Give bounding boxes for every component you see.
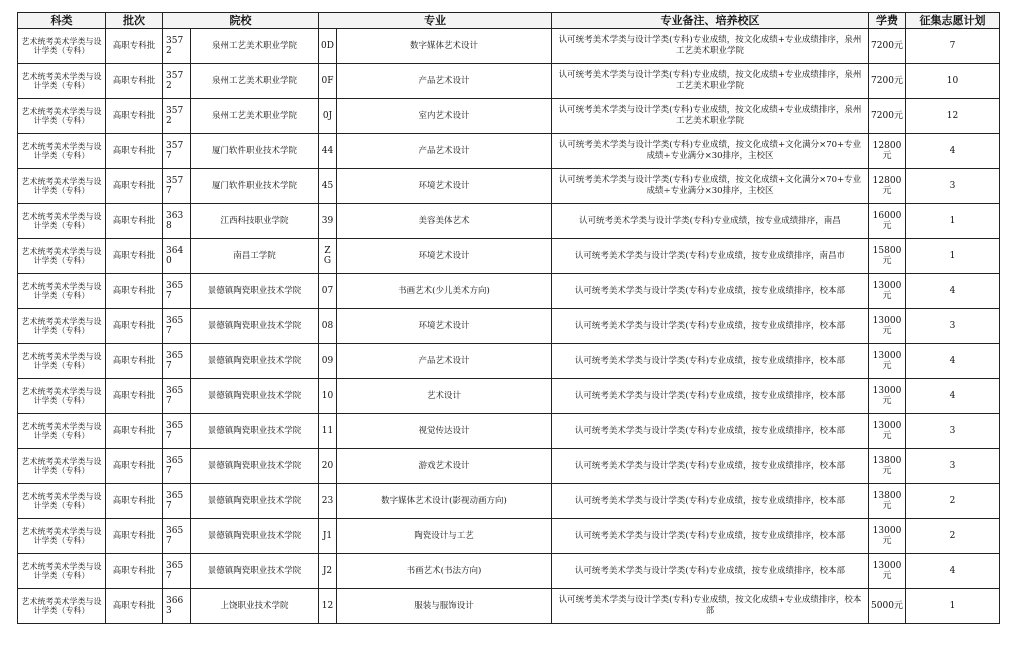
table-row bbox=[18, 309, 1000, 344]
note-cell: 认可统考美术学类与设计学类(专科)专业成绩，按专业成绩排序，校本部 bbox=[552, 344, 869, 379]
major-name-cell: 视觉传达设计 bbox=[337, 414, 552, 449]
school-code-cell: 3577 bbox=[163, 169, 191, 204]
major-code-cell: 08 bbox=[319, 309, 337, 344]
table-row bbox=[18, 134, 1000, 169]
school-code-cell: 3638 bbox=[163, 204, 191, 239]
table-row bbox=[18, 204, 1000, 239]
school-name-cell: 江西科技职业学院 bbox=[191, 204, 319, 239]
school-name-cell: 景德镇陶瓷职业技术学院 bbox=[191, 274, 319, 309]
fee-cell: 7200元 bbox=[869, 64, 906, 99]
fee-cell: 13800元 bbox=[869, 484, 906, 519]
school-name-cell: 上饶职业技术学院 bbox=[191, 589, 319, 624]
major-name-cell: 环境艺术设计 bbox=[337, 309, 552, 344]
fee-cell: 13000元 bbox=[869, 519, 906, 554]
batch-cell: 高职专科批 bbox=[106, 414, 163, 449]
major-name-cell: 环境艺术设计 bbox=[337, 169, 552, 204]
fee-cell: 13000元 bbox=[869, 554, 906, 589]
table-row bbox=[18, 484, 1000, 519]
plan-cell: 4 bbox=[906, 274, 1000, 309]
school-code-cell: 3657 bbox=[163, 519, 191, 554]
batch-cell: 高职专科批 bbox=[106, 29, 163, 64]
plan-cell: 2 bbox=[906, 519, 1000, 554]
major-code-cell: ZG bbox=[319, 239, 337, 274]
school-name-cell: 厦门软件职业技术学院 bbox=[191, 134, 319, 169]
plan-cell: 3 bbox=[906, 449, 1000, 484]
fee-cell: 15800元 bbox=[869, 239, 906, 274]
batch-cell: 高职专科批 bbox=[106, 589, 163, 624]
major-code-cell: 12 bbox=[319, 589, 337, 624]
batch-cell: 高职专科批 bbox=[106, 449, 163, 484]
table-row bbox=[18, 379, 1000, 414]
table-row bbox=[18, 99, 1000, 134]
category-cell: 艺术统考美术学类与设计学类（专科） bbox=[18, 484, 106, 519]
school-name-cell: 南昌工学院 bbox=[191, 239, 319, 274]
major-name-cell: 产品艺术设计 bbox=[337, 344, 552, 379]
plan-cell: 2 bbox=[906, 484, 1000, 519]
note-cell: 认可统考美术学类与设计学类(专科)专业成绩，按专业成绩排序，校本部 bbox=[552, 484, 869, 519]
plan-cell: 4 bbox=[906, 554, 1000, 589]
plan-cell: 1 bbox=[906, 239, 1000, 274]
school-code-cell: 3572 bbox=[163, 29, 191, 64]
school-code-cell: 3657 bbox=[163, 554, 191, 589]
major-code-cell: 0D bbox=[319, 29, 337, 64]
school-name-cell: 景德镇陶瓷职业技术学院 bbox=[191, 449, 319, 484]
major-name-cell: 书画艺术(少儿美术方向) bbox=[337, 274, 552, 309]
header-major: 专业 bbox=[319, 13, 552, 29]
school-name-cell: 泉州工艺美术职业学院 bbox=[191, 29, 319, 64]
plan-cell: 4 bbox=[906, 344, 1000, 379]
batch-cell: 高职专科批 bbox=[106, 309, 163, 344]
school-code-cell: 3657 bbox=[163, 274, 191, 309]
school-code-cell: 3663 bbox=[163, 589, 191, 624]
note-cell: 认可统考美术学类与设计学类(专科)专业成绩，按文化成绩+文化满分×70+专业成绩÷专业满分×30排序，主校区 bbox=[552, 169, 869, 204]
table-row bbox=[18, 519, 1000, 554]
major-code-cell: 45 bbox=[319, 169, 337, 204]
note-cell: 认可统考美术学类与设计学类(专科)专业成绩，按文化成绩+专业成绩排序，校本部 bbox=[552, 589, 869, 624]
batch-cell: 高职专科批 bbox=[106, 274, 163, 309]
school-code-cell: 3657 bbox=[163, 414, 191, 449]
note-cell: 认可统考美术学类与设计学类(专科)专业成绩，按专业成绩排序，校本部 bbox=[552, 554, 869, 589]
batch-cell: 高职专科批 bbox=[106, 519, 163, 554]
table-row bbox=[18, 169, 1000, 204]
major-code-cell: J2 bbox=[319, 554, 337, 589]
batch-cell: 高职专科批 bbox=[106, 134, 163, 169]
table-body bbox=[18, 29, 1000, 624]
plan-cell: 1 bbox=[906, 589, 1000, 624]
school-code-cell: 3640 bbox=[163, 239, 191, 274]
note-cell: 认可统考美术学类与设计学类(专科)专业成绩，按专业成绩排序，校本部 bbox=[552, 379, 869, 414]
major-code-cell: 11 bbox=[319, 414, 337, 449]
major-name-cell: 产品艺术设计 bbox=[337, 134, 552, 169]
batch-cell: 高职专科批 bbox=[106, 344, 163, 379]
fee-cell: 12800元 bbox=[869, 134, 906, 169]
school-code-cell: 3657 bbox=[163, 449, 191, 484]
fee-cell: 13000元 bbox=[869, 344, 906, 379]
batch-cell: 高职专科批 bbox=[106, 204, 163, 239]
note-cell: 认可统考美术学类与设计学类(专科)专业成绩，按文化成绩+专业成绩排序，泉州工艺美术职业学院 bbox=[552, 99, 869, 134]
batch-cell: 高职专科批 bbox=[106, 64, 163, 99]
school-name-cell: 泉州工艺美术职业学院 bbox=[191, 99, 319, 134]
table-row bbox=[18, 449, 1000, 484]
plan-cell: 1 bbox=[906, 204, 1000, 239]
plan-cell: 7 bbox=[906, 29, 1000, 64]
note-cell: 认可统考美术学类与设计学类(专科)专业成绩，按专业成绩排序，校本部 bbox=[552, 414, 869, 449]
fee-cell: 7200元 bbox=[869, 29, 906, 64]
major-code-cell: 07 bbox=[319, 274, 337, 309]
fee-cell: 13000元 bbox=[869, 414, 906, 449]
table-row bbox=[18, 554, 1000, 589]
major-code-cell: 23 bbox=[319, 484, 337, 519]
plan-cell: 3 bbox=[906, 169, 1000, 204]
major-name-cell: 美容美体艺术 bbox=[337, 204, 552, 239]
header-note: 专业备注、培养校区 bbox=[552, 13, 869, 29]
batch-cell: 高职专科批 bbox=[106, 239, 163, 274]
major-name-cell: 艺术设计 bbox=[337, 379, 552, 414]
batch-cell: 高职专科批 bbox=[106, 484, 163, 519]
category-cell: 艺术统考美术学类与设计学类（专科） bbox=[18, 274, 106, 309]
note-cell: 认可统考美术学类与设计学类(专科)专业成绩，按专业成绩排序，校本部 bbox=[552, 449, 869, 484]
table-row bbox=[18, 414, 1000, 449]
category-cell: 艺术统考美术学类与设计学类（专科） bbox=[18, 379, 106, 414]
note-cell: 认可统考美术学类与设计学类(专科)专业成绩，按专业成绩排序，校本部 bbox=[552, 274, 869, 309]
major-name-cell: 环境艺术设计 bbox=[337, 239, 552, 274]
category-cell: 艺术统考美术学类与设计学类（专科） bbox=[18, 134, 106, 169]
school-name-cell: 景德镇陶瓷职业技术学院 bbox=[191, 344, 319, 379]
note-cell: 认可统考美术学类与设计学类(专科)专业成绩，按文化成绩+文化满分×70+专业成绩÷专业满分×30排序，主校区 bbox=[552, 134, 869, 169]
major-code-cell: 10 bbox=[319, 379, 337, 414]
table-row bbox=[18, 589, 1000, 624]
batch-cell: 高职专科批 bbox=[106, 379, 163, 414]
major-code-cell: J1 bbox=[319, 519, 337, 554]
note-cell: 认可统考美术学类与设计学类(专科)专业成绩，按文化成绩+专业成绩排序，泉州工艺美术职业学院 bbox=[552, 29, 869, 64]
category-cell: 艺术统考美术学类与设计学类（专科） bbox=[18, 169, 106, 204]
fee-cell: 5000元 bbox=[869, 589, 906, 624]
school-name-cell: 景德镇陶瓷职业技术学院 bbox=[191, 519, 319, 554]
school-name-cell: 景德镇陶瓷职业技术学院 bbox=[191, 414, 319, 449]
plan-cell: 4 bbox=[906, 379, 1000, 414]
fee-cell: 16000元 bbox=[869, 204, 906, 239]
school-name-cell: 泉州工艺美术职业学院 bbox=[191, 64, 319, 99]
school-name-cell: 景德镇陶瓷职业技术学院 bbox=[191, 554, 319, 589]
batch-cell: 高职专科批 bbox=[106, 554, 163, 589]
school-code-cell: 3572 bbox=[163, 64, 191, 99]
admission-table bbox=[17, 12, 1000, 624]
category-cell: 艺术统考美术学类与设计学类（专科） bbox=[18, 29, 106, 64]
fee-cell: 13800元 bbox=[869, 449, 906, 484]
major-code-cell: 09 bbox=[319, 344, 337, 379]
header-row bbox=[18, 13, 1000, 29]
category-cell: 艺术统考美术学类与设计学类（专科） bbox=[18, 449, 106, 484]
plan-cell: 3 bbox=[906, 309, 1000, 344]
header-fee: 学费 bbox=[869, 13, 906, 29]
table-row bbox=[18, 239, 1000, 274]
category-cell: 艺术统考美术学类与设计学类（专科） bbox=[18, 309, 106, 344]
fee-cell: 13000元 bbox=[869, 379, 906, 414]
note-cell: 认可统考美术学类与设计学类(专科)专业成绩，按专业成绩排序，南昌 bbox=[552, 204, 869, 239]
header-school: 院校 bbox=[163, 13, 319, 29]
header-category: 科类 bbox=[18, 13, 106, 29]
table-row bbox=[18, 274, 1000, 309]
major-name-cell: 数字媒体艺术设计(影视动画方向) bbox=[337, 484, 552, 519]
school-name-cell: 厦门软件职业技术学院 bbox=[191, 169, 319, 204]
note-cell: 认可统考美术学类与设计学类(专科)专业成绩，按专业成绩排序，校本部 bbox=[552, 519, 869, 554]
fee-cell: 13000元 bbox=[869, 309, 906, 344]
school-code-cell: 3577 bbox=[163, 134, 191, 169]
school-code-cell: 3572 bbox=[163, 99, 191, 134]
major-name-cell: 书画艺术(书法方向) bbox=[337, 554, 552, 589]
header-plan: 征集志愿计划 bbox=[906, 13, 1000, 29]
major-name-cell: 服装与服饰设计 bbox=[337, 589, 552, 624]
fee-cell: 12800元 bbox=[869, 169, 906, 204]
major-name-cell: 室内艺术设计 bbox=[337, 99, 552, 134]
plan-cell: 4 bbox=[906, 134, 1000, 169]
fee-cell: 7200元 bbox=[869, 99, 906, 134]
category-cell: 艺术统考美术学类与设计学类（专科） bbox=[18, 239, 106, 274]
major-code-cell: 20 bbox=[319, 449, 337, 484]
category-cell: 艺术统考美术学类与设计学类（专科） bbox=[18, 589, 106, 624]
school-code-cell: 3657 bbox=[163, 309, 191, 344]
school-code-cell: 3657 bbox=[163, 344, 191, 379]
major-name-cell: 游戏艺术设计 bbox=[337, 449, 552, 484]
table-row bbox=[18, 344, 1000, 379]
batch-cell: 高职专科批 bbox=[106, 99, 163, 134]
batch-cell: 高职专科批 bbox=[106, 169, 163, 204]
school-name-cell: 景德镇陶瓷职业技术学院 bbox=[191, 484, 319, 519]
plan-cell: 3 bbox=[906, 414, 1000, 449]
header-batch: 批次 bbox=[106, 13, 163, 29]
school-code-cell: 3657 bbox=[163, 379, 191, 414]
fee-cell: 13000元 bbox=[869, 274, 906, 309]
major-code-cell: 0F bbox=[319, 64, 337, 99]
note-cell: 认可统考美术学类与设计学类(专科)专业成绩，按专业成绩排序，南昌市 bbox=[552, 239, 869, 274]
major-code-cell: 39 bbox=[319, 204, 337, 239]
school-name-cell: 景德镇陶瓷职业技术学院 bbox=[191, 379, 319, 414]
table-row bbox=[18, 64, 1000, 99]
plan-cell: 10 bbox=[906, 64, 1000, 99]
note-cell: 认可统考美术学类与设计学类(专科)专业成绩，按专业成绩排序，校本部 bbox=[552, 309, 869, 344]
category-cell: 艺术统考美术学类与设计学类（专科） bbox=[18, 99, 106, 134]
category-cell: 艺术统考美术学类与设计学类（专科） bbox=[18, 554, 106, 589]
major-code-cell: 44 bbox=[319, 134, 337, 169]
major-name-cell: 陶瓷设计与工艺 bbox=[337, 519, 552, 554]
major-name-cell: 数字媒体艺术设计 bbox=[337, 29, 552, 64]
major-name-cell: 产品艺术设计 bbox=[337, 64, 552, 99]
school-code-cell: 3657 bbox=[163, 484, 191, 519]
table-row bbox=[18, 29, 1000, 64]
category-cell: 艺术统考美术学类与设计学类（专科） bbox=[18, 414, 106, 449]
plan-cell: 12 bbox=[906, 99, 1000, 134]
note-cell: 认可统考美术学类与设计学类(专科)专业成绩，按文化成绩+专业成绩排序，泉州工艺美术职业学院 bbox=[552, 64, 869, 99]
category-cell: 艺术统考美术学类与设计学类（专科） bbox=[18, 64, 106, 99]
category-cell: 艺术统考美术学类与设计学类（专科） bbox=[18, 344, 106, 379]
school-name-cell: 景德镇陶瓷职业技术学院 bbox=[191, 309, 319, 344]
category-cell: 艺术统考美术学类与设计学类（专科） bbox=[18, 204, 106, 239]
category-cell: 艺术统考美术学类与设计学类（专科） bbox=[18, 519, 106, 554]
major-code-cell: 0J bbox=[319, 99, 337, 134]
